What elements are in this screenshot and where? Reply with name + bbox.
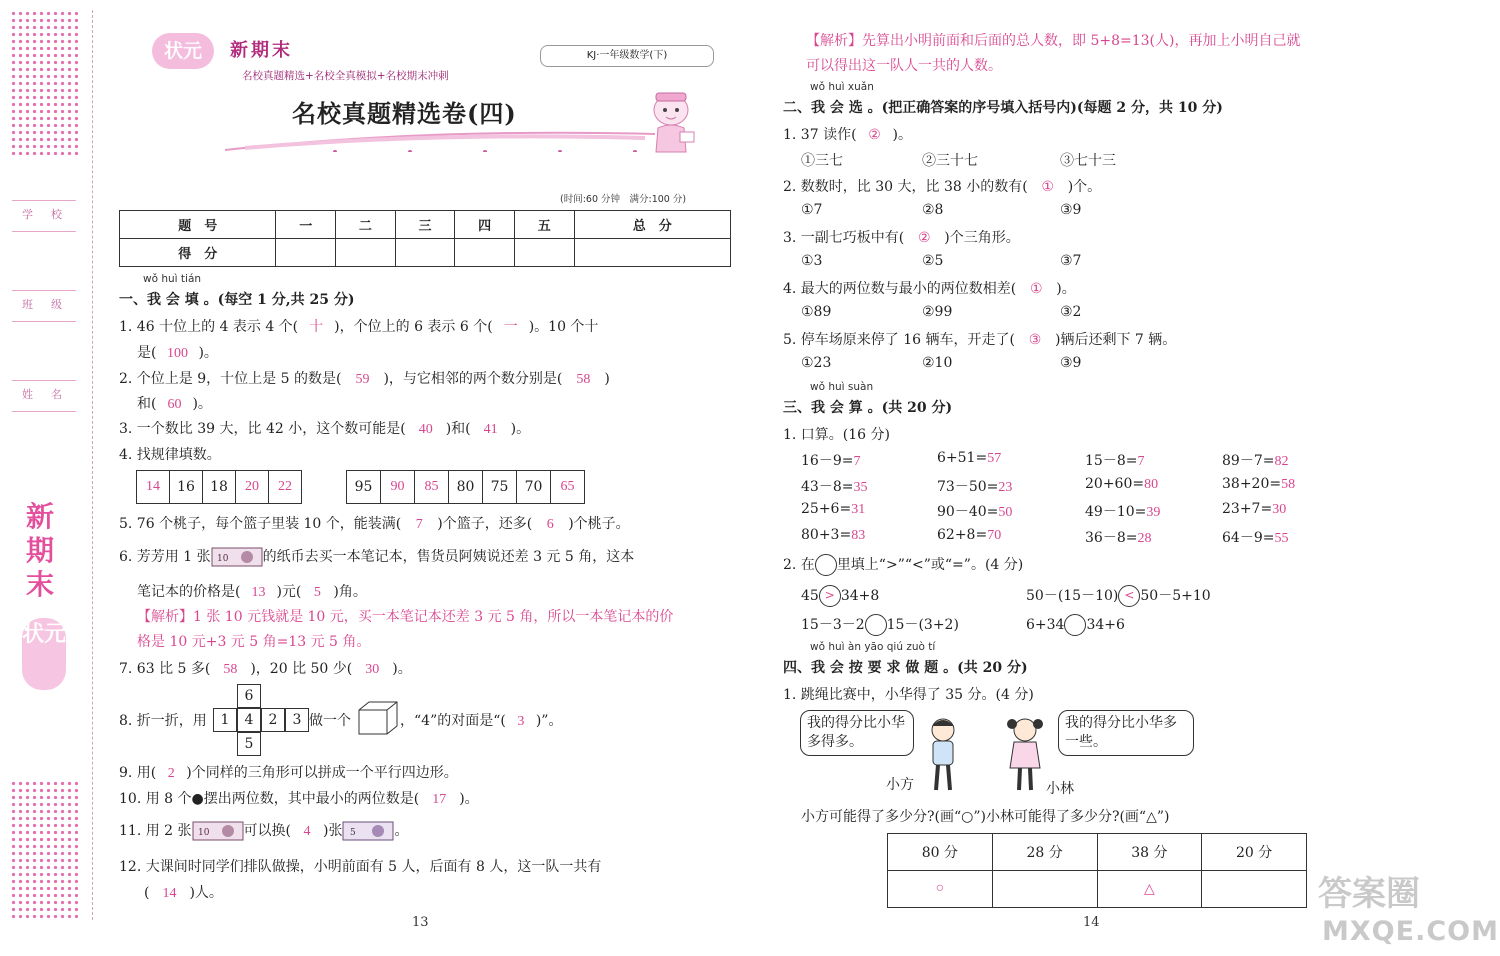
mascot-illustration — [640, 88, 702, 160]
kid-label-xiaolin: 小林 — [1046, 781, 1074, 797]
oral-calc-item: 89－7=82 — [1222, 453, 1289, 469]
oral-calc-answer[interactable]: 7 — [853, 454, 861, 469]
net-cell: 3 — [285, 708, 309, 732]
question-6-line1: 6. 芳芳用 1 张 10 的纸币去买一本笔记本，售货员阿姨说还差 3 元 5 角，这本 — [119, 546, 634, 568]
oral-calc-item: 43－8=35 — [801, 479, 868, 495]
score-header-cell: 总 分 — [574, 211, 730, 239]
oral-calc-title: 1. 口算。(16 分) — [783, 427, 890, 443]
cube-icon — [357, 700, 399, 736]
question-8-suffix: ，“4”的对面是“( 3 )”。 — [400, 713, 563, 729]
pattern-cell[interactable]: 90 — [381, 471, 415, 504]
compare-item: 15－3－2 15－(3+2) — [801, 614, 959, 636]
oral-calc-answer[interactable]: 39 — [1146, 505, 1161, 520]
score-option: 20 分 — [1202, 834, 1307, 871]
answer-q12: 14 — [162, 886, 177, 901]
top-dot-pattern — [10, 10, 78, 155]
question-11: 11. 用 2 张 10 可以换( 4 )张 5 。 — [119, 820, 408, 842]
answer-q7a: 58 — [223, 662, 238, 677]
oral-calc-answer[interactable]: 50 — [998, 505, 1013, 520]
sec2-pinyin: wǒ huì xuǎn — [810, 81, 874, 93]
pattern-cell: 16 — [170, 471, 203, 504]
question-12-line2: ( 14 )人。 — [144, 885, 223, 901]
score-row-label: 得 分 — [120, 239, 276, 267]
choice-1: 1. 37 读作( ② )。 — [783, 127, 913, 143]
answer-q1d: 100 — [166, 346, 188, 361]
question-1-line2: 是( 100 )。 — [137, 345, 218, 361]
score-mark-cell[interactable] — [1202, 871, 1307, 908]
svg-text:5: 5 — [350, 828, 357, 838]
pattern-cell[interactable]: 65 — [551, 471, 585, 504]
ten-yuan-note-icon — [192, 820, 244, 842]
oral-calc-answer[interactable]: 57 — [987, 451, 1002, 466]
score-table-header-row — [120, 211, 731, 239]
choice-2-option[interactable]: ②8 — [922, 202, 944, 218]
grade-badge: KJ·一年级数学(下) — [540, 45, 714, 67]
choice-2-option[interactable]: ①7 — [801, 202, 823, 218]
answer-c3: ② — [918, 231, 931, 246]
question-8-middle: 做一个 — [309, 713, 351, 729]
oral-calc-answer[interactable]: 30 — [1272, 502, 1287, 517]
score-mark-cell[interactable]: ○ — [888, 871, 993, 908]
answer-q2b: 58 — [576, 372, 591, 387]
net-cell: 5 — [237, 732, 261, 756]
side-brand-title: 新期末 — [26, 500, 55, 601]
question-8-prefix: 8. 折一折，用 — [119, 713, 207, 729]
oral-calc-item: 80+3=83 — [801, 527, 866, 543]
compare-circle[interactable] — [865, 614, 887, 636]
compare-item: 50－(15－10) < 50－5+10 — [1026, 585, 1211, 607]
girl-illustration — [1002, 716, 1048, 796]
answer-q5a: 7 — [415, 517, 423, 532]
choice-4-option[interactable]: ③2 — [1060, 304, 1082, 320]
answer-c4: ① — [1030, 282, 1043, 297]
choice-5-option[interactable]: ①23 — [801, 355, 832, 371]
score-option: 38 分 — [1097, 834, 1202, 871]
oral-calc-item: 6+51=57 — [937, 450, 1002, 466]
score-input-cell[interactable] — [276, 239, 336, 267]
net-cell: 6 — [237, 684, 261, 708]
pattern-cell: 80 — [449, 471, 483, 504]
pattern-cell: 70 — [517, 471, 551, 504]
section4-question-1: 1. 跳绳比赛中，小华得了 35 分。(4 分) — [783, 687, 1034, 703]
score-input-cell[interactable] — [574, 239, 730, 267]
score-header-cell: 一 — [276, 211, 336, 239]
question-9: 9. 用( 2 )个同样的三角形可以拼成一个平行四边形。 — [119, 765, 458, 781]
choice-3-option[interactable]: ①3 — [801, 253, 823, 269]
answer-c5: ③ — [1028, 333, 1042, 348]
choice-2-option[interactable]: ③9 — [1060, 202, 1082, 218]
watermark-logo: 答案圈 — [1318, 874, 1420, 914]
score-table-score-row — [120, 239, 731, 267]
section4-question-1b: 小方可能得了多少分?(画“○”)小林可能得了多少分?(画“△”) — [801, 809, 1170, 825]
time-score-info: (时间:60 分钟 满分:100 分) — [560, 194, 687, 205]
score-input-cell[interactable] — [514, 239, 574, 267]
question-5: 5. 76 个桃子，每个篮子里装 10 个，能装满( 7 )个篮子，还多( 6 )个桃子。 — [119, 516, 630, 532]
oral-calc-answer[interactable]: 7 — [1137, 454, 1145, 469]
answer-q9: 2 — [167, 766, 175, 781]
choice-1-option[interactable]: ③七十三 — [1060, 153, 1116, 169]
pattern-cell[interactable]: 85 — [415, 471, 449, 504]
binding-line — [92, 10, 93, 920]
pattern-cell[interactable]: 22 — [269, 471, 302, 504]
pattern-cell: 18 — [203, 471, 236, 504]
score-table — [119, 210, 731, 267]
choice-3: 3. 一副七巧板中有( ② )个三角形。 — [783, 230, 1020, 246]
kid-label-xiaofang: 小方 — [886, 777, 914, 793]
oral-calc-item: 62+8=70 — [937, 527, 1002, 543]
score-header-cell: 五 — [514, 211, 574, 239]
question-2-line2: 和( 60 )。 — [137, 396, 212, 412]
sec1-pinyin: wǒ huì tián — [143, 273, 202, 285]
page-number-right: 14 — [1083, 915, 1100, 930]
question-12-line1: 12. 大课间时同学们排队做操，小明前面有 5 人，后面有 8 人，这一队一共有 — [119, 859, 602, 875]
choice-5-option[interactable]: ②10 — [922, 355, 953, 371]
answer-q3a: 40 — [418, 422, 433, 437]
watermark-url: MXQE.COM — [1322, 916, 1499, 947]
net-cell: 1 — [213, 708, 237, 732]
sec3-title: 三、我 会 算 。(共 20 分) — [783, 400, 953, 416]
choice-5-option[interactable]: ③9 — [1060, 355, 1082, 371]
answer-q5b: 6 — [546, 517, 554, 532]
sec4-title: 四、我 会 按 要 求 做 题 。(共 20 分) — [783, 660, 1028, 676]
exam-title: 名校真题精选卷(四) — [292, 99, 517, 128]
ten-yuan-note-icon — [211, 546, 263, 568]
answer-c2: ① — [1041, 180, 1054, 195]
oral-calc-answer[interactable]: 82 — [1274, 454, 1289, 469]
oral-calc-item: 73－50=23 — [937, 479, 1013, 495]
oral-calc-item: 64－9=55 — [1222, 530, 1289, 546]
answer-q6d: 5 — [313, 585, 321, 600]
oral-calc-answer[interactable]: 23 — [998, 480, 1013, 495]
brand-tagline: 名校真题精选+名校全真模拟+名校期末冲刺 — [242, 70, 449, 82]
oral-calc-item: 15－8=7 — [1085, 453, 1145, 469]
five-yuan-note-icon — [342, 820, 394, 842]
answer-q8: 3 — [517, 714, 525, 729]
bottom-dot-pattern — [10, 780, 78, 920]
answer-q10: 17 — [432, 792, 447, 807]
compare-item: 45 > 34+8 — [801, 585, 879, 607]
oral-calc-answer[interactable]: 80 — [1144, 477, 1159, 492]
answer-q11: 4 — [303, 824, 311, 839]
net-cell: 4 — [237, 708, 261, 732]
net-cell: 2 — [261, 708, 285, 732]
oral-calc-item: 23+7=30 — [1222, 501, 1287, 517]
answer-q3b: 41 — [483, 422, 498, 437]
brand-logo: 状元 — [152, 33, 214, 69]
oral-calc-item: 20+60=80 — [1085, 476, 1159, 492]
name-label: 姓名 — [22, 388, 80, 401]
choice-2: 2. 数数时，比 30 大，比 38 小的数有( ① )个。 — [783, 179, 1102, 195]
score-header-cell: 三 — [395, 211, 455, 239]
question-10: 10. 用 8 个●摆出两位数，其中最小的两位数是( 17 )。 — [119, 791, 479, 807]
boy-illustration — [918, 716, 968, 796]
answer-q1b: 一 — [503, 320, 518, 335]
side-logo: 状元 — [22, 618, 66, 690]
answer-c1: ② — [868, 128, 881, 143]
score-mark-cell[interactable]: △ — [1097, 871, 1202, 908]
oral-calc-answer[interactable]: 28 — [1137, 531, 1152, 546]
q12-explanation-line1: 【解析】先算出小明前面和后面的总人数，即 5+8=13(人)，再加上小明自己就 — [806, 33, 1301, 49]
school-label: 学校 — [22, 208, 80, 221]
answer-q2d: 60 — [167, 397, 182, 412]
compare-circle[interactable]: < — [1118, 585, 1140, 607]
score-header-cell: 题 号 — [120, 211, 276, 239]
choice-3-option[interactable]: ②5 — [922, 253, 944, 269]
pattern-cell[interactable]: 20 — [236, 471, 269, 504]
oral-calc-item: 16－9=7 — [801, 453, 861, 469]
score-input-cell[interactable] — [395, 239, 455, 267]
q12-explanation-line2: 可以得出这一队人一共的人数。 — [806, 58, 1002, 74]
answer-q2a: 59 — [355, 372, 370, 387]
compare-circle[interactable] — [1064, 614, 1086, 636]
question-7: 7. 63 比 5 多( 58 )，20 比 50 少( 30 )。 — [119, 661, 412, 677]
oral-calc-answer[interactable]: 83 — [851, 528, 866, 543]
class-label: 班级 — [22, 298, 80, 311]
oral-calc-item: 38+20=58 — [1222, 476, 1296, 492]
oral-calc-item: 90－40=50 — [937, 504, 1013, 520]
compare-circle[interactable]: > — [819, 585, 841, 607]
answer-q1a: 十 — [309, 320, 324, 335]
score-header-cell: 二 — [336, 211, 396, 239]
pattern-cell[interactable]: 14 — [137, 471, 170, 504]
question-3: 3. 一个数比 39 大，比 42 小，这个数可能是( 40 )和( 41 )。 — [119, 421, 531, 437]
oral-calc-answer[interactable]: 35 — [853, 480, 868, 495]
score-header-cell: 四 — [455, 211, 515, 239]
svg-text:10: 10 — [197, 828, 209, 838]
oral-calc-item: 49－10=39 — [1085, 504, 1161, 520]
speech-bubble-xiaofang: 我的得分比小华多得多。 — [800, 710, 914, 756]
circle-icon — [815, 554, 837, 576]
oral-calc-answer[interactable]: 31 — [851, 502, 866, 517]
choice-3-option[interactable]: ③7 — [1060, 253, 1082, 269]
pattern-row-1 — [136, 470, 302, 504]
title-swoosh — [225, 126, 655, 152]
score-input-cell[interactable] — [455, 239, 515, 267]
choice-4: 4. 最大的两位数与最小的两位数相差( ① )。 — [783, 281, 1076, 297]
question-6-line2: 笔记本的价格是( 13 )元( 5 )角。 — [137, 584, 367, 600]
sec3-pinyin: wǒ huì suàn — [810, 381, 874, 393]
choice-1-option[interactable]: ②三十七 — [922, 153, 978, 169]
score-option: 80 分 — [888, 834, 993, 871]
pattern-cell: 95 — [347, 471, 381, 504]
score-choice-table — [887, 833, 1307, 908]
choice-5: 5. 停车场原来停了 16 辆车，开走了( ③ )辆后还剩下 7 辆。 — [783, 332, 1177, 348]
choice-4-option[interactable]: ①89 — [801, 304, 832, 320]
compare-title: 2. 在 里填上“>”“<”或“=”。(4 分) — [783, 554, 1023, 576]
oral-calc-answer[interactable]: 55 — [1274, 531, 1289, 546]
score-mark-cell[interactable] — [992, 871, 1097, 908]
score-option: 28 分 — [992, 834, 1097, 871]
brand-name: 新期末 — [230, 40, 293, 61]
oral-calc-item: 36－8=28 — [1085, 530, 1152, 546]
choice-1-option[interactable]: ①三七 — [801, 153, 843, 169]
compare-item: 6+34 34+6 — [1026, 614, 1125, 636]
oral-calc-answer[interactable]: 58 — [1281, 477, 1296, 492]
score-input-cell[interactable] — [336, 239, 396, 267]
question-4: 4. 找规律填数。 — [119, 447, 221, 463]
choice-4-option[interactable]: ②99 — [922, 304, 953, 320]
speech-bubble-xiaolin: 我的得分比小华多一些。 — [1058, 710, 1194, 756]
oral-calc-answer[interactable]: 70 — [987, 528, 1002, 543]
sec2-title: 二、我 会 选 。(把正确答案的序号填入括号内)(每题 2 分，共 10 分) — [783, 100, 1223, 116]
question-1-line1: 1. 46 十位上的 4 表示 4 个( 十 )，个位上的 6 表示 6 个( 一 )。10 个十 — [119, 316, 598, 336]
answer-q7b: 30 — [365, 662, 380, 677]
sec4-pinyin: wǒ huì àn yāo qiú zuò tí — [810, 641, 936, 653]
pattern-row-2 — [346, 470, 585, 504]
answer-q6c: 13 — [251, 585, 266, 600]
q6-explanation-line1: 【解析】1 张 10 元钱就是 10 元，买一本笔记本还差 3 元 5 角，所以一本笔记本的价 — [137, 609, 674, 625]
oral-calc-item: 25+6=31 — [801, 501, 866, 517]
sec1-title: 一、我 会 填 。(每空 1 分,共 25 分) — [119, 292, 355, 308]
question-2-line1: 2. 个位上是 9，十位上是 5 的数是( 59 )，与它相邻的两个数分别是( 58 ) — [119, 371, 610, 387]
q6-explanation-line2: 格是 10 元+3 元 5 角=13 元 5 角。 — [137, 634, 371, 650]
pattern-cell: 75 — [483, 471, 517, 504]
page-number-left: 13 — [412, 915, 429, 930]
svg-text:10: 10 — [216, 554, 229, 564]
